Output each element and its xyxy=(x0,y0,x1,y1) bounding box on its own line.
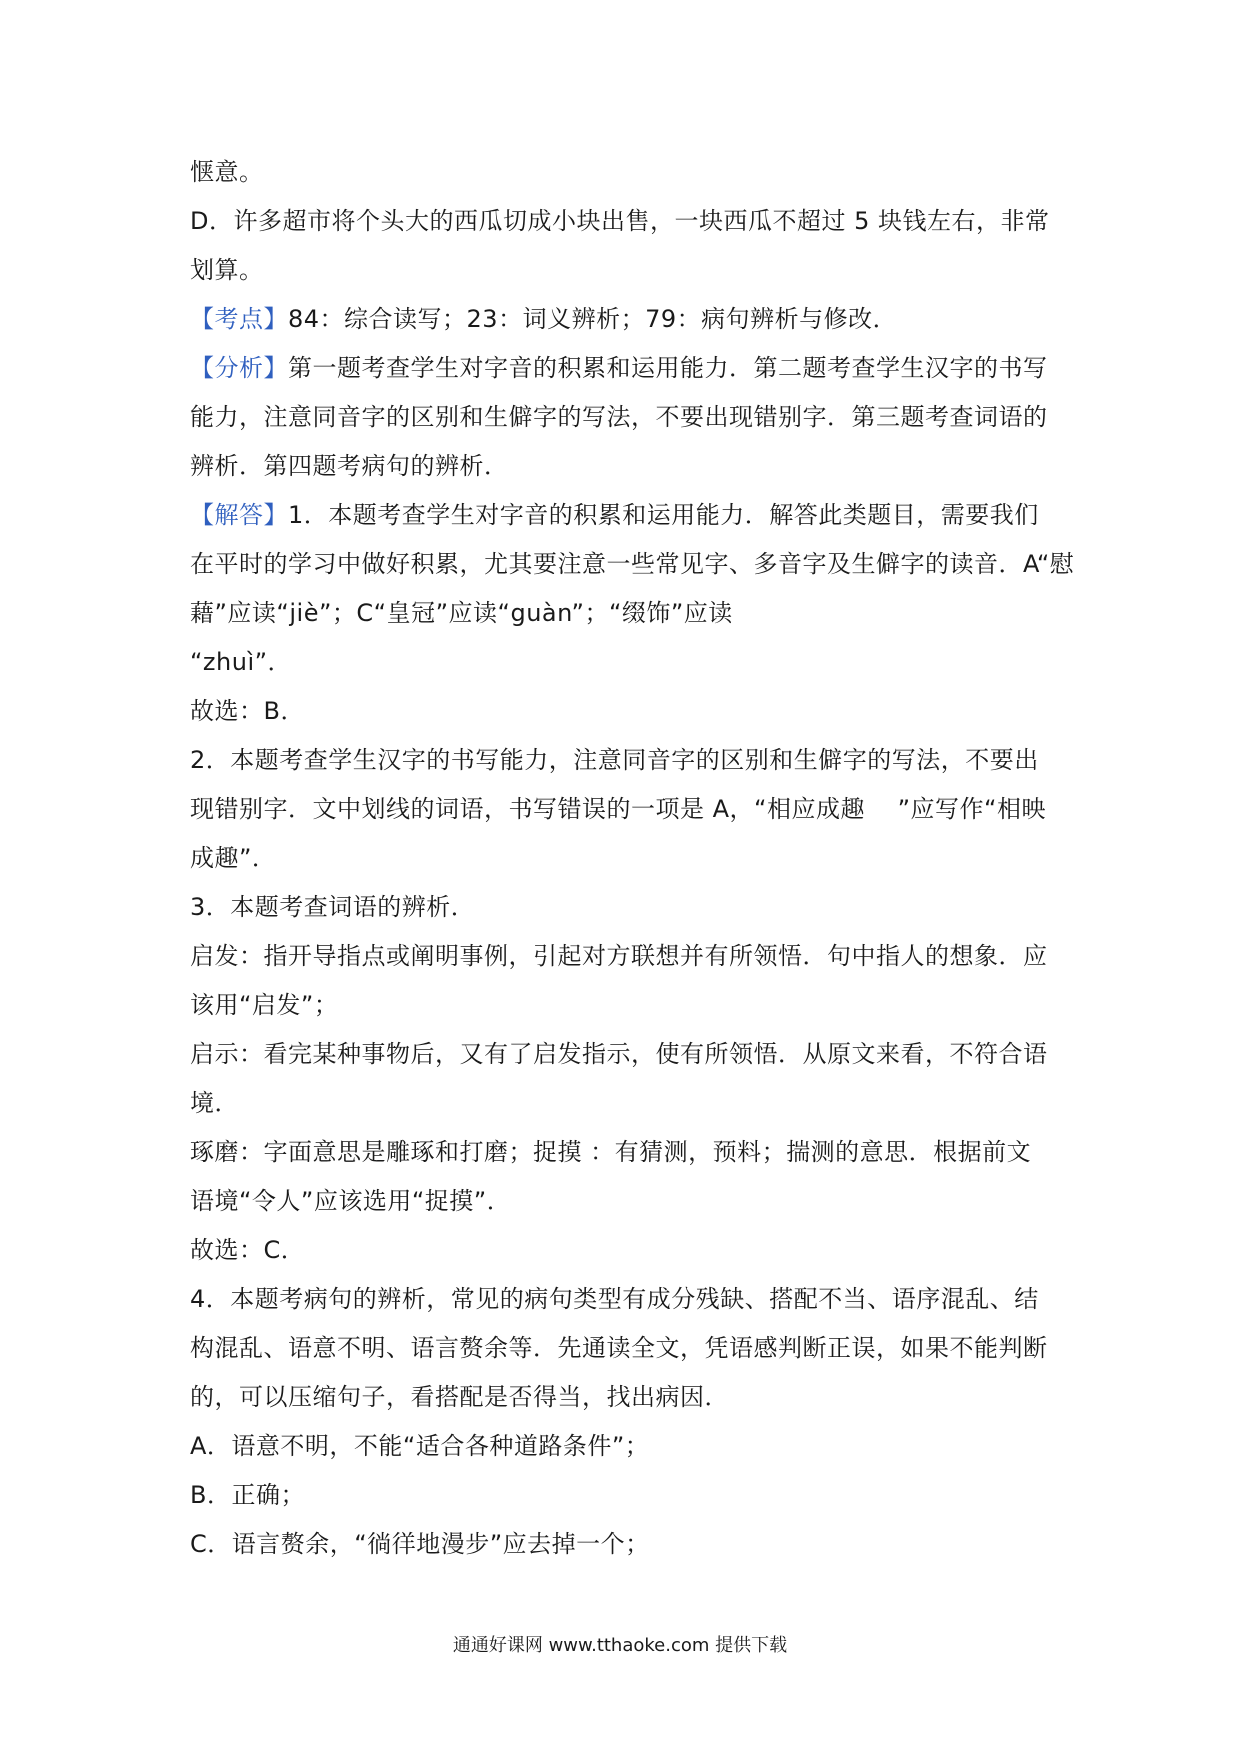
line-text: 启示：看完某种事物后，又有了启发指示，使有所领悟．从原文来看，不符合语 xyxy=(190,1040,1048,1068)
line-text: 84：综合读写；23：词义辨析；79：病句辨析与修改． xyxy=(288,305,898,333)
text-line xyxy=(190,1128,1060,1177)
text-line xyxy=(190,1471,1060,1520)
text-line xyxy=(190,246,1060,295)
line-text: 的，可以压缩句子，看搭配是否得当，找出病因． xyxy=(190,1383,729,1411)
page-footer: 通通好课网 www.tthaoke.com 提供下载 xyxy=(452,1635,788,1656)
text-line xyxy=(190,1520,1060,1569)
line-text: 该用“启发”； xyxy=(190,991,339,1019)
text-line xyxy=(190,393,1060,442)
text-line xyxy=(190,540,1075,589)
text-line xyxy=(190,1177,1060,1226)
text-line xyxy=(190,736,1060,785)
line-text: 在平时的学习中做好积累，尤其要注意一些常见字、多音字及生僻字的读音．A“慰 xyxy=(190,550,1075,578)
line-text: B．正确； xyxy=(190,1481,305,1509)
text-line xyxy=(190,1373,1060,1422)
line-text: 惬意。 xyxy=(190,158,264,186)
text-line xyxy=(190,1226,1060,1275)
line-text: C．语言赘余，“徜徉地漫步”应去掉一个； xyxy=(190,1530,650,1558)
text-line xyxy=(190,1079,1060,1128)
text-line xyxy=(190,197,1060,246)
section-tag: 【分析】 xyxy=(190,354,288,382)
line-text: 能力，注意同音字的区别和生僻字的写法，不要出现错别字．第三题考查词语的 xyxy=(190,403,1048,431)
text-line xyxy=(190,344,1060,393)
line-text: 故选：B． xyxy=(190,697,305,725)
text-line xyxy=(190,1030,1060,1079)
line-text: 成趣”． xyxy=(190,844,277,872)
line-text: 境． xyxy=(190,1089,239,1117)
line-text: A．语意不明，不能“适合各种道路条件”； xyxy=(190,1432,650,1460)
line-text: 故选：C． xyxy=(190,1236,306,1264)
answer-content xyxy=(190,148,1075,1569)
text-line xyxy=(190,589,1060,638)
text-line xyxy=(190,148,1060,197)
text-line xyxy=(190,638,1060,687)
section-tag: 【考点】 xyxy=(190,305,288,333)
line-text: 4．本题考病句的辨析，常见的病句类型有成分残缺、搭配不当、语序混乱、结 xyxy=(190,1285,1039,1313)
text-line xyxy=(190,1324,1060,1373)
text-line xyxy=(190,1275,1060,1324)
text-line xyxy=(190,1422,1060,1471)
line-text: 语境“令人”应该选用“捉摸”． xyxy=(190,1187,512,1215)
section-tag: 【解答】 xyxy=(190,501,288,529)
line-text: 现错别字．文中划线的词语，书写错误的一项是 A，“相应成趣 ”应写作“相映 xyxy=(190,795,1046,823)
text-line xyxy=(190,687,1060,736)
line-text: 第一题考查学生对字音的积累和运用能力．第二题考查学生汉字的书写 xyxy=(288,354,1048,382)
text-line xyxy=(190,834,1060,883)
line-text: 藉”应读“jiè”；C“皇冠”应读“guàn”；“缀饰”应读 xyxy=(190,599,733,627)
line-text: 1．本题考查学生对字音的积累和运用能力．解答此类题目，需要我们 xyxy=(288,501,1039,529)
line-text: 2．本题考查学生汉字的书写能力，注意同音字的区别和生僻字的写法，不要出 xyxy=(190,746,1039,774)
line-text: “zhuì”． xyxy=(190,648,293,676)
text-line xyxy=(190,442,1060,491)
text-line xyxy=(190,491,1060,540)
line-text: D．许多超市将个头大的西瓜切成小块出售，一块西瓜不超过 5 块钱左右，非常 xyxy=(190,207,1050,235)
line-text: 启发：指开导指点或阐明事例，引起对方联想并有所领悟．句中指人的想象．应 xyxy=(190,942,1048,970)
line-text: 划算。 xyxy=(190,256,264,284)
text-line xyxy=(190,932,1060,981)
line-text: 构混乱、语意不明、语言赘余等．先通读全文，凭语感判断正误，如果不能判断 xyxy=(190,1334,1048,1362)
line-text: 琢磨：字面意思是雕琢和打磨；捉摸 ：有猜测，预料；揣测的意思．根据前文 xyxy=(190,1138,1032,1166)
text-line xyxy=(190,981,1060,1030)
line-text: 3．本题考查词语的辨析． xyxy=(190,893,476,921)
text-line xyxy=(190,883,1060,932)
line-text: 辨析．第四题考病句的辨析． xyxy=(190,452,509,480)
text-line xyxy=(190,785,1060,834)
text-line xyxy=(190,295,1060,344)
